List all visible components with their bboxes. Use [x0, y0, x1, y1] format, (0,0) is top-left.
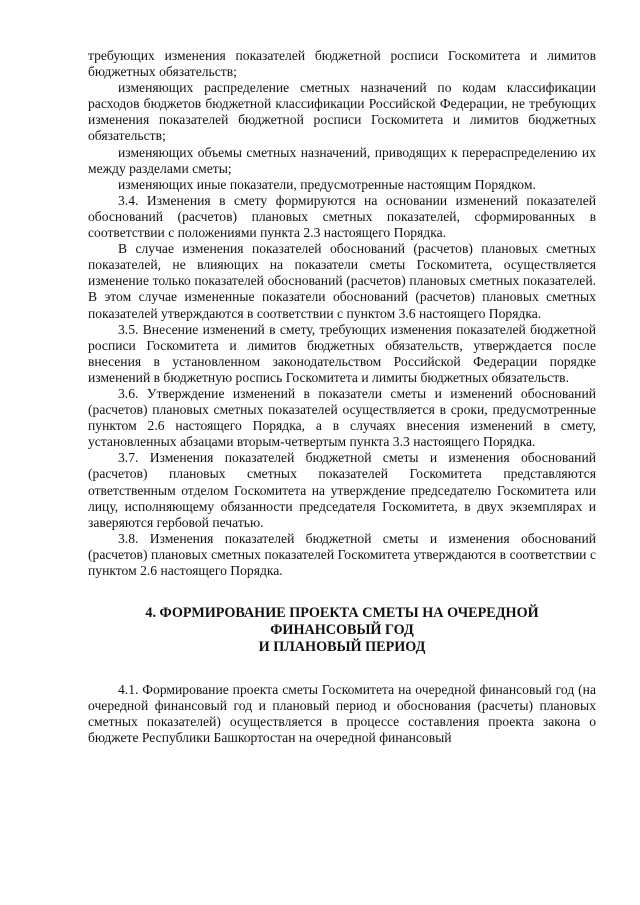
document-body [88, 48, 596, 746]
paragraph-clause-3-4: 3.4. Изменения в смету формируются на основании изменений показателей обоснований (расчетов) плановых сметных показателей, сформированных в соответствии с положениями пункта 2.3 настоящего Порядка. [88, 192, 596, 241]
section-heading-line: И ПЛАНОВЫЙ ПЕРИОД [258, 639, 426, 656]
paragraph-clause-4-1: 4.1. Формирование проекта сметы Госкомитета на очередной финансовый год (на очередной финансовый год и плановый период и обоснования (расчеты) плановых сметных показателей) осуществляется в процессе составления проекта закона о бюджете Республики Башкортостан на очередной финансовый [88, 682, 596, 746]
paragraph-clause-3-5: 3.5. Внесение изменений в смету, требующих изменения показателей бюджетной росписи Госкомитета и лимитов бюджетных обязательств, утверждается после внесения в установленном законодательством Российской Федерации порядке изменений в бюджетную роспись Госкомитета и лимиты бюджетных обязательств. [88, 321, 596, 385]
paragraph-list-item: изменяющих объемы сметных назначений, приводящих к перераспределению их между разделами сметы; [88, 144, 596, 176]
paragraph-list-item: изменяющих распределение сметных назначений по кодам классификации расходов бюджетов бюджетной классификации Российской Федерации, не требующих изменения показателей бюджетной росписи Госкомитета и лимитов бюджетных обязательств; [88, 80, 596, 144]
paragraph-clause-3-4-cont: В случае изменения показателей обоснований (расчетов) плановых сметных показателей, не влияющих на показатели сметы Госкомитета, осуществляется изменение только показателей обоснований (расчетов) плановых сметных показателей. В этом случае измененные показатели обоснований (расчетов) плановых сметных показателей утверждаются в соответствии с пунктом 3.6 настоящего Порядка. [88, 241, 596, 321]
section-heading-line: 4. ФОРМИРОВАНИЕ ПРОЕКТА СМЕТЫ НА ОЧЕРЕДНОЙ [145, 605, 539, 622]
paragraph-clause-3-6: 3.6. Утверждение изменений в показатели сметы и изменений обоснований (расчетов) плановых сметных показателей осуществляется в сроки, предусмотренные пунктом 2.6 настоящего Порядка, а в случаях внесения изменений в смету, установленных абзацами вторым-четвертым пункта 3.3 настоящего Порядка. [88, 385, 596, 450]
paragraph-clause-3-7: 3.7. Изменения показателей бюджетной сметы и изменения обоснований (расчетов) плановых сметных показателей Госкомитета представляются ответственным отделом Госкомитета на утверждение председателю Госкомитета или лицу, исполняющему обязанности председателя Госкомитета, в двух экземплярах и заверяются гербовой печатью. [88, 450, 596, 530]
section-heading-line: ФИНАНСОВЫЙ ГОД [270, 622, 414, 639]
section-heading [88, 605, 596, 656]
paragraph-continuation: требующих изменения показателей бюджетной росписи Госкомитета и лимитов бюджетных обязательств; [88, 48, 596, 80]
paragraph-clause-3-8: 3.8. Изменения показателей бюджетной сметы и изменения обоснований (расчетов) плановых сметных показателей Госкомитета утверждаются в соответствии с пунктом 2.6 настоящего Порядка. [88, 530, 596, 578]
paragraph-list-item: изменяющих иные показатели, предусмотренные настоящим Порядком. [118, 176, 536, 192]
